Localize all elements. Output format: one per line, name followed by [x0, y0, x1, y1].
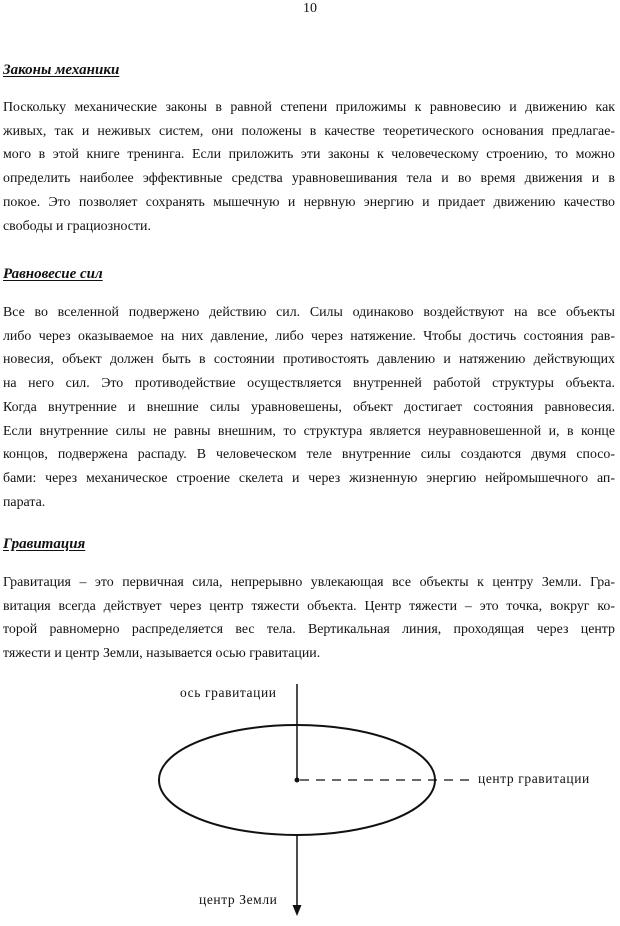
paragraph-line: витация всегда действует через центр тяжести объекта. Центр тяжести – это точка, вокруг ко- [3, 598, 615, 614]
center-point [295, 778, 300, 783]
label-gravity-center: центр гравитации [478, 771, 590, 786]
paragraph-line: Гравитация – это первичная сила, непрерывно увлекающая все объекты к центру Земли. Гра- [3, 575, 615, 590]
paragraph-line: живых, так и неживых систем, они положены в качестве теоретического основания предлагае- [3, 123, 615, 139]
paragraph-line: Все во вселенной подвержено действию сил. Силы одинаково воздействуют на все объекты [3, 305, 615, 320]
paragraph-line: на него сил. Это противодействие осуществляется внутренней работой структуры объекта. [3, 376, 615, 392]
paragraph-line: парата. [3, 494, 46, 510]
gravity-diagram-svg [0, 676, 620, 926]
label-gravity-axis: ось гравитации [180, 685, 277, 700]
paragraph-line: свободы и грациозности. [3, 218, 151, 234]
paragraph-balance [3, 301, 615, 514]
arrow-down-icon [293, 905, 302, 916]
paragraph-line: тяжести и центр Земли, называется осью гравитации. [3, 646, 321, 662]
paragraph-line: либо через оказываемое на них давление, либо через натяжение. Чтобы достичь состояния рав- [3, 328, 615, 344]
paragraph-line: мого в этой книге тренинга. Если приложить эти законы к человеческому строению, то можно [3, 147, 615, 163]
paragraph-line: определить наиболее эффективные средства уравновешивания тела и во время движения и в [3, 171, 615, 187]
paragraph-line: торой равномерно распределяется вес тела. Вертикальная линия, проходящая через центр [3, 622, 615, 638]
paragraph-line: Поскольку механические законы в равной степени приложимы к равновесию и движению как [3, 100, 615, 115]
section-heading-gravity: Гравитация [3, 536, 86, 552]
section-heading-balance: Равновесие сил [3, 266, 103, 282]
paragraph-line: бами: через механическое строение скелета и через жизненную энергию нейромышечного ап- [3, 470, 615, 486]
paragraph-line: новесия, объект должен быть в состоянии противостоять давлению и натяжению действующих [3, 352, 615, 368]
gravity-diagram [0, 676, 620, 926]
section-heading-laws: Законы механики [3, 62, 120, 78]
paragraph-line: Когда внутренние и внешние силы уравновешены, объект достигает состояния равновесия. [3, 399, 615, 415]
paragraph-gravity [3, 571, 615, 666]
paragraph-line: покое. Это позволяет сохранять мышечную и нервную энергию и придает движению качество [3, 194, 615, 210]
paragraph-line: концов, подвержена распаду. В человеческом теле внутренние силы создаются двумя спосо- [3, 447, 615, 463]
paragraph-line: Если внутренние силы не равны внешним, то структура является неуравновешенной и, в конце [3, 423, 615, 439]
paragraph-laws [3, 96, 615, 238]
page-number: 10 [303, 1, 317, 16]
label-earth-center: центр Земли [199, 892, 278, 907]
